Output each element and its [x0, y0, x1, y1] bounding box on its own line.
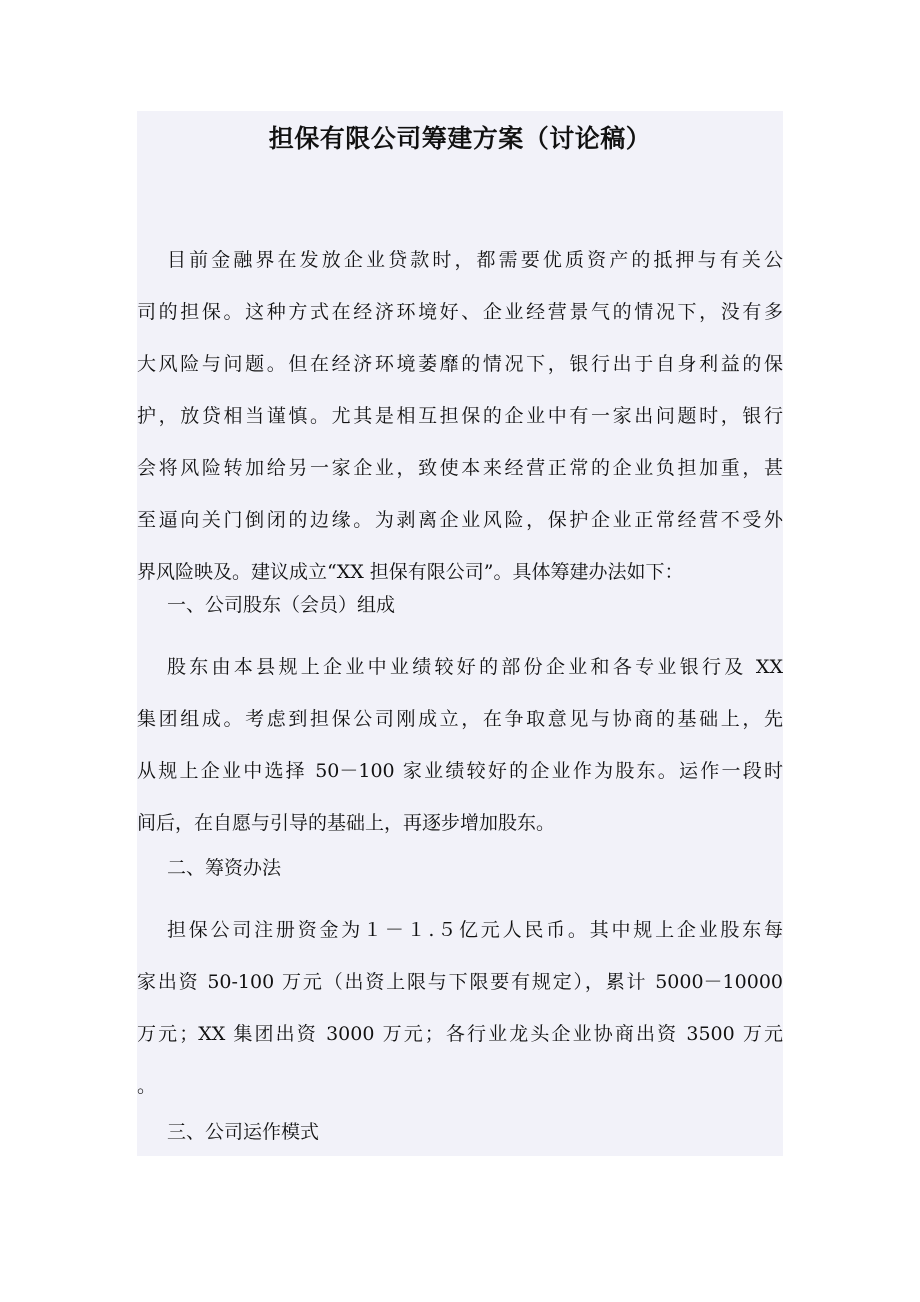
paragraph-line: 护，放贷相当谨慎。尤其是相互担保的企业中有一家出问题时，银行 — [137, 405, 783, 427]
section-heading-operation: 三、公司运作模式 — [167, 1121, 320, 1143]
funding-paragraph — [137, 904, 783, 1112]
paragraph-line: 会将风险转加给另一家企业，致使本来经营正常的企业负担加重，甚 — [137, 457, 783, 479]
paragraph-line: 从规上企业中选择 50－100 家业绩较好的企业作为股东。运作一段时 — [137, 760, 783, 782]
section-heading-funding: 二、筹资办法 — [167, 857, 282, 879]
intro-paragraph — [137, 234, 783, 598]
paragraph-line: 界风险映及。建议成立“XX 担保有限公司”。具体筹建办法如下： — [137, 561, 684, 583]
paragraph-line: 家出资 50-100 万元（出资上限与下限要有规定），累计 5000－10000 — [137, 971, 783, 993]
paragraph-line: 股东由本县规上企业中业绩较好的部份企业和各专业银行及 XX — [167, 656, 783, 678]
paragraph-line: 担保公司注册资金为１－１.５亿元人民币。其中规上企业股东每 — [167, 919, 783, 941]
shareholders-paragraph — [137, 641, 783, 849]
paragraph-line: 。 — [137, 1075, 157, 1097]
paragraph-line: 大风险与问题。但在经济环境萎靡的情况下，银行出于自身利益的保 — [137, 353, 783, 375]
paragraph-line: 目前金融界在发放企业贷款时，都需要优质资产的抵押与有关公 — [167, 249, 783, 271]
section-heading-shareholders: 一、公司股东（会员）组成 — [167, 594, 396, 616]
paragraph-line: 间后，在自愿与引导的基础上，再逐步增加股东。 — [137, 812, 556, 834]
paragraph-line: 万元；XX 集团出资 3000 万元；各行业龙头企业协商出资 3500 万元 — [137, 1023, 783, 1045]
paragraph-line: 集团组成。考虑到担保公司刚成立，在争取意见与协商的基础上，先 — [137, 708, 783, 730]
document-page — [137, 111, 783, 1156]
paragraph-line: 至逼向关门倒闭的边缘。为剥离企业风险，保护企业正常经营不受外 — [137, 509, 783, 531]
document-title: 担保有限公司筹建方案（讨论稿） — [268, 124, 652, 153]
paragraph-line: 司的担保。这种方式在经济环境好、企业经营景气的情况下，没有多 — [137, 301, 783, 323]
